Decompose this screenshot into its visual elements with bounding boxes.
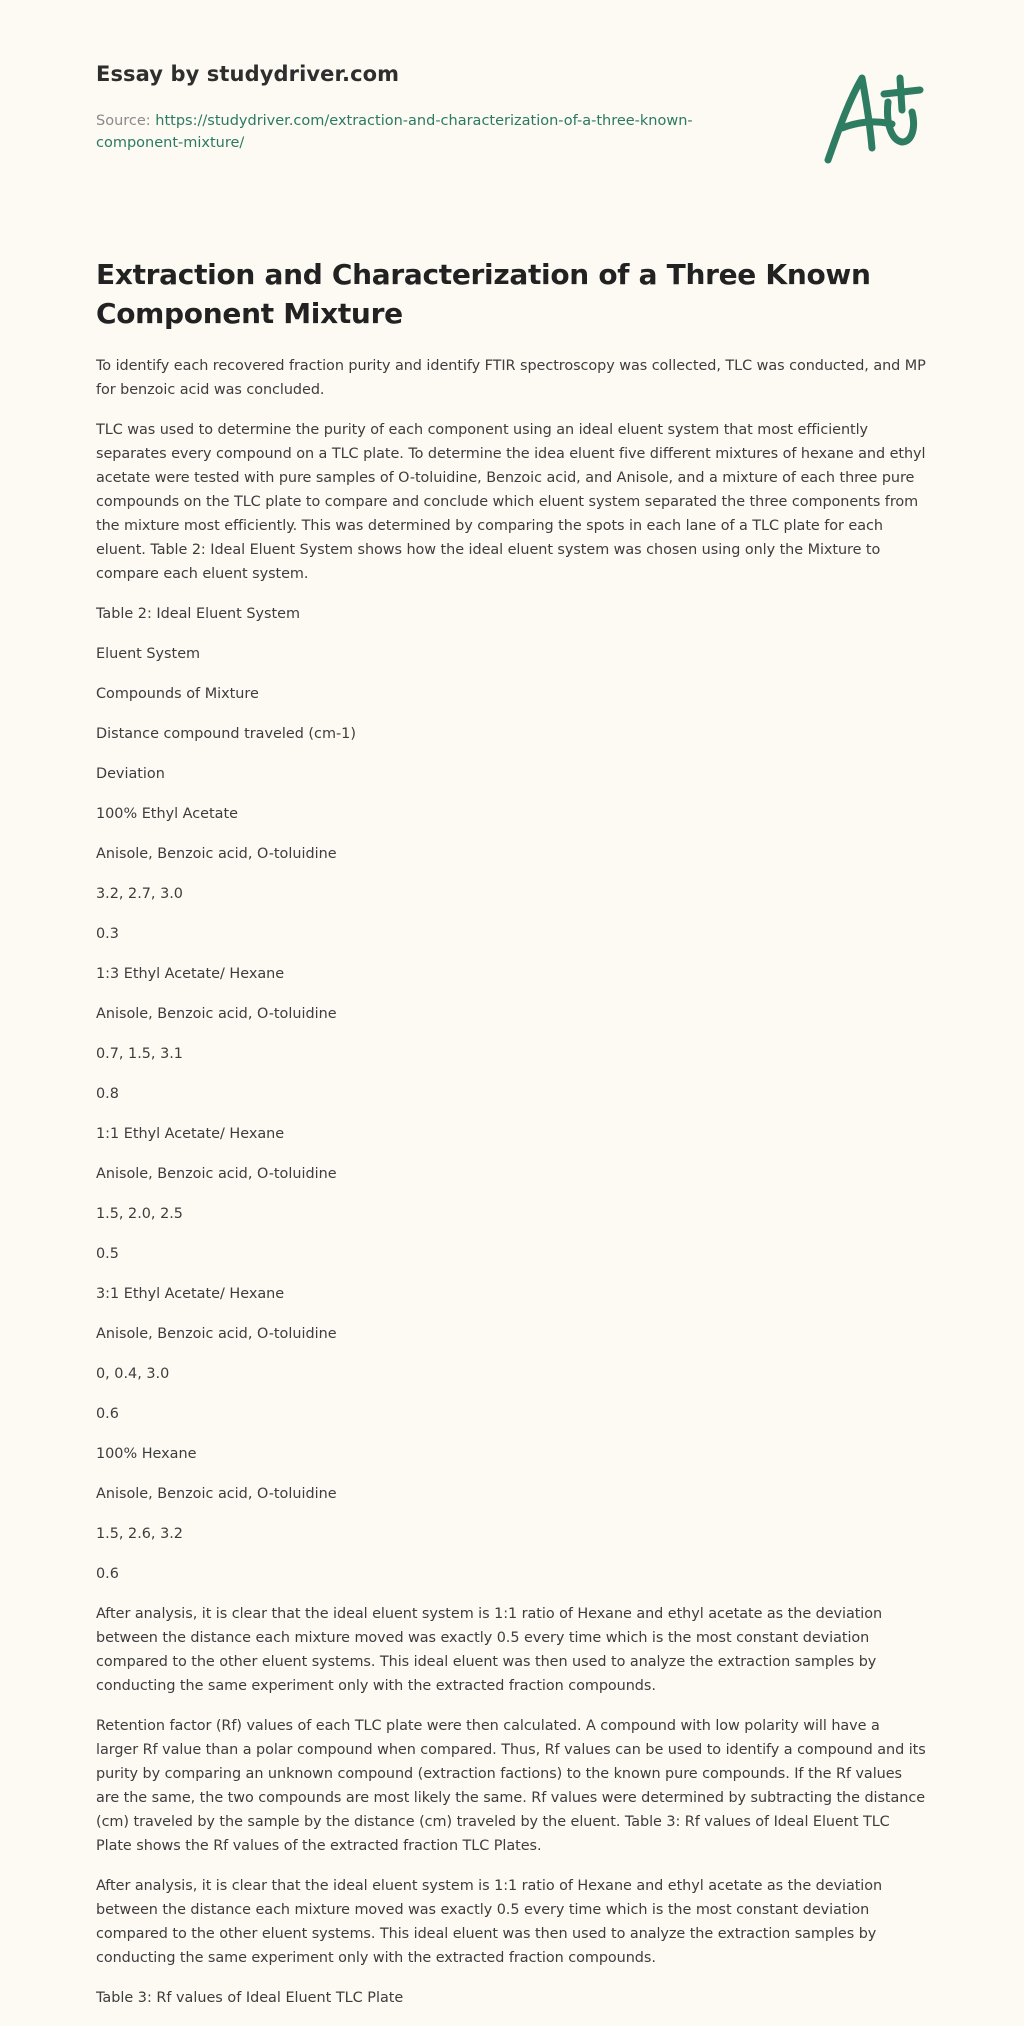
table-cell: Anisole, Benzoic acid, O-toluidine — [96, 1006, 337, 1022]
brand-title: Essay by studydriver.com — [96, 62, 400, 86]
table-caption: Table 2: Ideal Eluent System — [96, 606, 301, 622]
table-header-cell: Compounds of Mixture — [96, 686, 259, 702]
paragraph-tlc-method: TLC was used to determine the purity of each component using an ideal eluent system that most efficiently separates every compound on a TLC plate. To determine the idea eluent five different mixtures of hexane and ethyl acetate were tested with pure samples of O-toluidine, Benzoic acid, and Anisole, and a mixture of each three pure compounds on the TLC plate to compare and conclude which eluent system separated the three components from the mixture most efficiently. This was determined by comparing the spots in each lane of a TLC plate for each eluent. Table 2: Ideal Eluent System shows how the ideal eluent system was chosen using only the Mixture to compare each eluent system. — [96, 422, 926, 582]
table-cell: 1:1 Ethyl Acetate/ Hexane — [96, 1126, 285, 1142]
table-cell: 0.5 — [96, 1246, 119, 1262]
table-cell: Anisole, Benzoic acid, O-toluidine — [96, 1326, 337, 1342]
table-cell: 0.3 — [96, 926, 119, 942]
table-cell: 0.6 — [96, 1406, 119, 1422]
paragraph-eluent-analysis: After analysis, it is clear that the ideal eluent system is 1:1 ratio of Hexane and ethyl acetate as the deviation between the distance each mixture moved was exactly 0.5 every time which is the most constant deviation compared to the other eluent systems. This ideal eluent was then used to analyze the extraction samples by conducting the same experiment only with the extracted fraction compounds. — [96, 1606, 883, 1694]
table-cell: 1.5, 2.0, 2.5 — [96, 1206, 183, 1222]
document-title: Extraction and Characterization of a Three Known Component Mixture — [96, 258, 871, 330]
table-header-cell: Eluent System — [96, 646, 201, 662]
table-cell: Anisole, Benzoic acid, O-toluidine — [96, 846, 337, 862]
table-header-cell: Deviation — [96, 766, 165, 782]
table-cell: 100% Hexane — [96, 1446, 197, 1462]
source-label: Source: — [96, 113, 156, 129]
paragraph-intro: To identify each recovered fraction purity and identify FTIR spectroscopy was collected, TLC was conducted, and MP for benzoic acid was concluded. — [96, 358, 926, 398]
table-cell: 1.5, 2.6, 3.2 — [96, 1526, 183, 1542]
table-cell: 3.2, 2.7, 3.0 — [96, 886, 183, 902]
table-cell: 0.6 — [96, 1566, 119, 1582]
table-header-cell: Distance compound traveled (cm-1) — [96, 726, 356, 742]
table-cell: 1:3 Ethyl Acetate/ Hexane — [96, 966, 285, 982]
source-link[interactable]: https://studydriver.com/extraction-and-characterization-of-a-three-known-component-mixture/ — [96, 113, 693, 151]
table-cell: 0, 0.4, 3.0 — [96, 1366, 170, 1382]
paragraph-eluent-analysis-repeat: After analysis, it is clear that the ideal eluent system is 1:1 ratio of Hexane and ethyl acetate as the deviation between the distance each mixture moved was exactly 0.5 every time which is the most constant deviation compared to the other eluent systems. This ideal eluent was then used to analyze the extraction samples by conducting the same experiment only with the extracted fraction compounds. — [96, 1878, 883, 1966]
table-cell: 100% Ethyl Acetate — [96, 806, 238, 822]
table-2-lines — [96, 602, 926, 1586]
table-cell: 0.8 — [96, 1086, 119, 1102]
document-body — [96, 354, 926, 2026]
table-3-caption: Table 3: Rf values of Ideal Eluent TLC Plate — [96, 1990, 404, 2006]
paragraph-retention-factor: Retention factor (Rf) values of each TLC plate were then calculated. A compound with low polarity will have a larger Rf value than a polar compound when compared. Thus, Rf values can be used to identify a compound and its purity by comparing an unknown compound (extraction factions) to the known pure compounds. If the Rf values are the same, the two compounds are most likely the same. Rf values were determined by subtracting the distance (cm) traveled by the sample by the distance (cm) traveled by the eluent. Table 3: Rf values of Ideal Eluent TLC Plate shows the Rf values of the extracted fraction TLC Plates. — [96, 1718, 926, 1854]
source-line — [96, 110, 736, 154]
table-cell: Anisole, Benzoic acid, O-toluidine — [96, 1486, 337, 1502]
table-cell: 0.7, 1.5, 3.1 — [96, 1046, 183, 1062]
table-cell: 3:1 Ethyl Acetate/ Hexane — [96, 1286, 285, 1302]
a-plus-logo-icon — [820, 70, 930, 170]
table-cell: Anisole, Benzoic acid, O-toluidine — [96, 1166, 337, 1182]
